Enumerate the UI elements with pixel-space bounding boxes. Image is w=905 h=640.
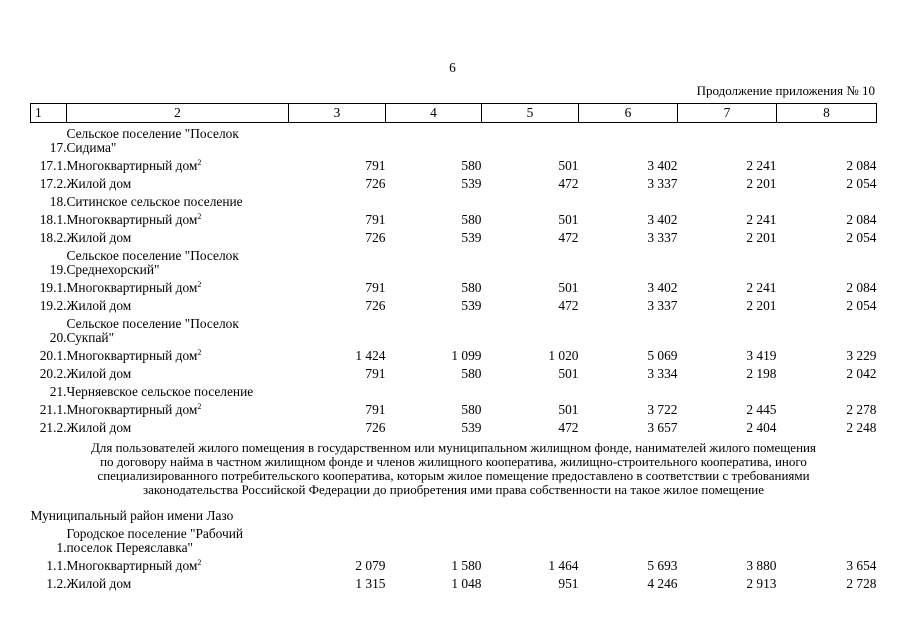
value-cell: 5 069 (647, 348, 678, 363)
note-line: законодательства Российской Федерации до приобретения ими права собственности на такое жилое помещение (142, 482, 765, 497)
value-cell: 3 334 (647, 366, 678, 381)
value-cell: 580 (461, 158, 482, 173)
note-row (31, 435, 877, 497)
value-cell: 3 402 (647, 158, 678, 173)
row-number: 17.2. (39, 176, 67, 191)
row-name (67, 573, 289, 591)
value-cell: 726 (365, 230, 386, 245)
row-name-text: Сельское поселение "Поселок (66, 248, 239, 263)
continuation-caption: Продолжение приложения № 10 (696, 83, 875, 98)
section-row (31, 245, 877, 277)
row-name-text: Сидима" (66, 140, 117, 155)
row-name (67, 523, 877, 555)
row-name-text: Жилой дом (66, 230, 132, 245)
row-name (67, 123, 877, 156)
row-name (67, 417, 289, 435)
value-cell: 3 337 (647, 298, 678, 313)
value-cell: 2 278 (846, 402, 877, 417)
value-cell: 951 (558, 576, 579, 591)
table-row (31, 209, 877, 227)
column-header: 5 (482, 104, 579, 123)
row-number: 17.1. (39, 158, 67, 173)
row-name-text: поселок Переяславка" (66, 540, 193, 555)
table-row (31, 277, 877, 295)
value-cell: 3 229 (846, 348, 877, 363)
value-cell: 501 (558, 366, 579, 381)
footnote-mark: 2 (197, 212, 202, 221)
row-name (67, 295, 289, 313)
table-body (31, 123, 877, 436)
value-cell: 472 (558, 298, 579, 313)
value-cell: 2 201 (746, 298, 777, 313)
section-row (31, 313, 877, 345)
row-name-text: Среднехорский" (66, 262, 160, 277)
row-number: 21.1. (39, 402, 67, 417)
table-row (31, 345, 877, 363)
value-cell: 4 246 (647, 576, 678, 591)
row-name (67, 399, 289, 417)
column-header: 3 (289, 104, 386, 123)
row-name (67, 209, 289, 227)
note-line: по договору найма в частном жилищном фонде и членов жилищного кооператива, жилищно-строительного кооператива, иного (100, 454, 807, 469)
section-row (31, 191, 877, 209)
value-cell: 3 402 (647, 212, 678, 227)
value-cell: 539 (461, 420, 482, 435)
value-cell: 2 241 (746, 158, 777, 173)
value-cell: 472 (558, 230, 579, 245)
value-cell: 1 099 (451, 348, 482, 363)
value-cell: 791 (365, 280, 386, 295)
value-cell: 1 580 (451, 558, 482, 573)
row-name (67, 191, 877, 209)
row-name-text: Городское поселение "Рабочий (66, 526, 244, 541)
value-cell: 3 337 (647, 176, 678, 191)
column-header: 2 (67, 104, 289, 123)
district-row (31, 497, 877, 523)
value-cell: 791 (365, 366, 386, 381)
row-name (67, 277, 289, 295)
value-cell: 501 (558, 158, 579, 173)
value-cell: 5 693 (647, 558, 678, 573)
row-number: 18. (49, 194, 67, 209)
row-name-text: Жилой дом (66, 420, 132, 435)
row-number: 19.2. (39, 298, 67, 313)
value-cell: 791 (365, 212, 386, 227)
value-cell: 2 054 (846, 176, 877, 191)
footnote-mark: 2 (197, 280, 202, 289)
value-cell: 726 (365, 176, 386, 191)
row-number: 1. (56, 540, 67, 555)
row-number: 17. (49, 140, 67, 155)
value-cell: 2 042 (846, 366, 877, 381)
value-cell: 2 079 (355, 558, 386, 573)
value-cell: 2 248 (846, 420, 877, 435)
row-name-text: Жилой дом (66, 366, 132, 381)
footnote-mark: 2 (197, 158, 202, 167)
table-row (31, 295, 877, 313)
value-cell: 3 402 (647, 280, 678, 295)
tariff-table (30, 103, 877, 591)
value-cell: 580 (461, 212, 482, 227)
row-name-text: Жилой дом (66, 576, 132, 591)
column-header: 4 (386, 104, 482, 123)
row-number: 20.2. (39, 366, 67, 381)
column-header: 1 (31, 104, 67, 123)
row-number: 21. (49, 384, 67, 399)
value-cell: 580 (461, 366, 482, 381)
row-number: 1.2. (46, 576, 67, 591)
row-name-text: Сельское поселение "Поселок (66, 126, 239, 141)
column-header: 7 (678, 104, 777, 123)
column-header: 8 (777, 104, 877, 123)
value-cell: 2 201 (746, 230, 777, 245)
value-cell: 580 (461, 402, 482, 417)
value-cell: 2 054 (846, 230, 877, 245)
value-cell: 1 048 (451, 576, 482, 591)
row-name-text: Жилой дом (66, 298, 132, 313)
value-cell: 2 728 (846, 576, 877, 591)
value-cell: 501 (558, 402, 579, 417)
value-cell: 726 (365, 420, 386, 435)
value-cell: 726 (365, 298, 386, 313)
value-cell: 3 880 (746, 558, 777, 573)
value-cell: 3 722 (647, 402, 678, 417)
value-cell: 2 084 (846, 212, 877, 227)
value-cell: 2 084 (846, 280, 877, 295)
value-cell: 2 241 (746, 280, 777, 295)
value-cell: 580 (461, 280, 482, 295)
row-name-text: Ситинское сельское поселение (66, 194, 243, 209)
note-line: Для пользователей жилого помещения в государственном или муниципальном жилищном фонде, нанимателей жилого помещения (91, 440, 816, 455)
row-number: 20. (49, 330, 67, 345)
row-name-text: Многоквартирный дом (66, 158, 198, 173)
value-cell: 3 419 (746, 348, 777, 363)
row-name-text: Многоквартирный дом (66, 402, 198, 417)
row-name-text: Многоквартирный дом (66, 558, 198, 573)
row-name-text: Многоквартирный дом (66, 348, 198, 363)
value-cell: 2 445 (746, 402, 777, 417)
row-name-text: Многоквартирный дом (66, 212, 198, 227)
district-title: Муниципальный район имени Лазо (30, 508, 234, 523)
table-row (31, 417, 877, 435)
row-number: 19. (49, 262, 67, 277)
table-row (31, 173, 877, 191)
footnote-mark: 2 (197, 348, 202, 357)
table-row (31, 227, 877, 245)
value-cell: 3 654 (846, 558, 877, 573)
table-header-row (31, 104, 877, 123)
row-name (67, 227, 289, 245)
footnote-mark: 2 (197, 558, 202, 567)
value-cell: 2 198 (746, 366, 777, 381)
row-number: 20.1. (39, 348, 67, 363)
section-row (31, 123, 877, 156)
column-header: 6 (579, 104, 678, 123)
value-cell: 3 657 (647, 420, 678, 435)
section-row (31, 381, 877, 399)
value-cell: 791 (365, 402, 386, 417)
row-name (67, 155, 289, 173)
row-name (67, 363, 289, 381)
row-name (67, 555, 289, 573)
table-body (31, 523, 877, 591)
value-cell: 539 (461, 298, 482, 313)
value-cell: 501 (558, 280, 579, 295)
value-cell: 2 054 (846, 298, 877, 313)
row-number: 21.2. (39, 420, 67, 435)
row-name (67, 381, 877, 399)
value-cell: 501 (558, 212, 579, 227)
row-name-text: Сельское поселение "Поселок (66, 316, 239, 331)
value-cell: 1 315 (355, 576, 386, 591)
value-cell: 3 337 (647, 230, 678, 245)
value-cell: 472 (558, 420, 579, 435)
value-cell: 791 (365, 158, 386, 173)
value-cell: 2 241 (746, 212, 777, 227)
row-name-text: Жилой дом (66, 176, 132, 191)
value-cell: 539 (461, 176, 482, 191)
value-cell: 2 404 (746, 420, 777, 435)
note-line: специализированного потребительского кооператива, которым жилое помещение предоставлено в соответствии с требованиями (97, 468, 810, 483)
value-cell: 2 201 (746, 176, 777, 191)
page-number: 6 (449, 60, 456, 75)
row-name-text: Сукпай" (66, 330, 115, 345)
row-number: 18.1. (39, 212, 67, 227)
row-number: 1.1. (46, 558, 67, 573)
table-row (31, 573, 877, 591)
table-row (31, 399, 877, 417)
row-number: 18.2. (39, 230, 67, 245)
value-cell: 539 (461, 230, 482, 245)
row-name (67, 313, 877, 345)
table-row (31, 555, 877, 573)
footnote-mark: 2 (197, 402, 202, 411)
value-cell: 472 (558, 176, 579, 191)
value-cell: 1 424 (355, 348, 386, 363)
value-cell: 1 464 (548, 558, 579, 573)
table-row (31, 155, 877, 173)
value-cell: 2 084 (846, 158, 877, 173)
row-name (67, 245, 877, 277)
table-row (31, 363, 877, 381)
value-cell: 2 913 (746, 576, 777, 591)
value-cell: 1 020 (548, 348, 579, 363)
row-name-text: Многоквартирный дом (66, 280, 198, 295)
row-number: 19.1. (39, 280, 67, 295)
row-name (67, 173, 289, 191)
row-name (67, 345, 289, 363)
row-name-text: Черняевское сельское поселение (66, 384, 254, 399)
section-row (31, 523, 877, 555)
